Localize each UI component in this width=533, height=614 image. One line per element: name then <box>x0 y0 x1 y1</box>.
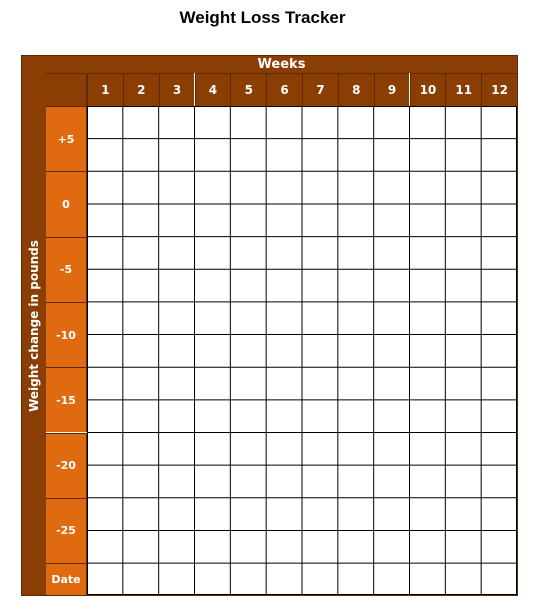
week-header-1: 1 <box>87 73 123 106</box>
weeks-header: Weeks <box>46 56 517 73</box>
weight-row-label: -25 <box>46 498 87 563</box>
weight-row-label: -15 <box>46 367 87 432</box>
weight-axis-band <box>22 56 46 595</box>
weight-row-label: 0 <box>46 171 87 236</box>
weight-row-label: -20 <box>46 433 87 498</box>
week-header-12: 12 <box>481 73 517 106</box>
tracking-grid[interactable] <box>87 106 517 595</box>
week-header-4: 4 <box>195 73 231 106</box>
week-header-11: 11 <box>445 73 481 106</box>
weight-row-label: +5 <box>46 106 87 171</box>
week-header-10: 10 <box>410 73 446 106</box>
week-header-9: 9 <box>374 73 410 106</box>
week-header-6: 6 <box>266 73 302 106</box>
week-header-2: 2 <box>123 73 159 106</box>
weight-row-label: -5 <box>46 237 87 302</box>
header-corner-cell <box>46 73 87 106</box>
page-title: Weight Loss Tracker <box>179 8 346 27</box>
tracker-table <box>21 55 518 596</box>
weight-axis-label: Weight change in pounds <box>27 240 41 412</box>
week-header-3: 3 <box>159 73 195 106</box>
week-header-5: 5 <box>230 73 266 106</box>
date-row-label: Date <box>46 563 87 595</box>
week-header-7: 7 <box>302 73 338 106</box>
week-header-8: 8 <box>338 73 374 106</box>
weight-row-label: -10 <box>46 302 87 367</box>
